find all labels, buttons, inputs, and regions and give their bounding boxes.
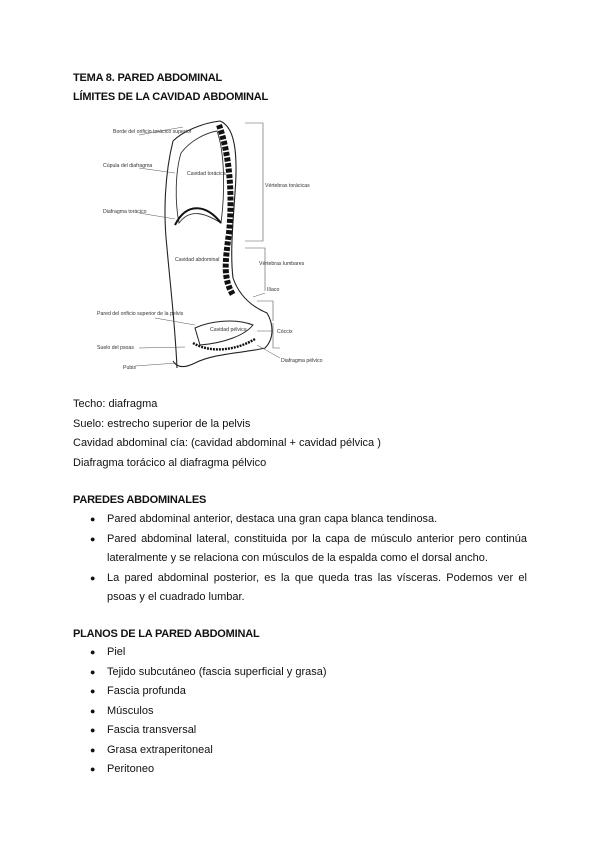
bullet-icon: ● xyxy=(90,666,96,677)
limit-roof: Techo: diafragma xyxy=(73,398,158,410)
figure-label-psoas-floor: Suelo del psoas xyxy=(97,345,134,351)
figure-label-pelvic-diaphragm: Diafragma pélvico xyxy=(281,358,323,364)
figure-label-pubis: Pubis xyxy=(123,365,136,371)
limit-diaphragms: Diafragma torácico al diafragma pélvico xyxy=(73,457,267,469)
bullet-icon: ● xyxy=(90,725,96,735)
bullet-icon: ● xyxy=(90,744,96,755)
figure-label-thoracic-vertebrae: Vértebras torácicas xyxy=(265,183,310,189)
list-item: ● Grasa extraperitoneal xyxy=(0,741,527,761)
bullet-icon: ● xyxy=(90,686,96,696)
planes-list xyxy=(0,643,527,780)
section-title-limits: LÍMITES DE LA CAVIDAD ABDOMINAL xyxy=(73,91,269,103)
list-item: ● Fascia profunda xyxy=(0,682,527,702)
limit-cavity: Cavidad abdominal cía: (cavidad abdominal + cavidad pélvica ) xyxy=(73,437,381,449)
abdominal-cavity-figure xyxy=(95,113,325,383)
list-item: ● Tejido subcutáneo (fascia superficial y grasa) xyxy=(0,663,527,683)
document-title: TEMA 8. PARED ABDOMINAL xyxy=(73,72,222,84)
thoracic-vertebrae-bracket xyxy=(245,123,263,241)
bullet-icon: ● xyxy=(90,647,96,657)
list-item: ● Peritoneo xyxy=(0,760,527,780)
figure-label-iliac: Ilíaco xyxy=(267,287,280,293)
list-item: ● Pared abdominal lateral, constituida por la capa de músculo anterior pero continúa lateralmente y se relaciona con músculos de la espalda como el dorsal ancho. xyxy=(0,530,527,569)
figure-label-diaphragm-dome: Cúpula del diafragma xyxy=(103,163,153,169)
list-item: ● Piel xyxy=(0,643,527,663)
pelvic-bracket xyxy=(273,323,280,348)
bullet-icon: ● xyxy=(90,705,96,716)
bullet-icon: ● xyxy=(90,764,96,774)
vertebrae-segments xyxy=(219,125,233,295)
figure-label-pelvic-inlet: Pared del orificio superior de la pelvis xyxy=(97,311,184,317)
figure-label-abdominal-cavity: Cavidad abdominal xyxy=(175,257,220,263)
limit-floor: Suelo: estrecho superior de la pelvis xyxy=(73,418,251,430)
figure-label-lumbar-vertebrae: Vértebras lumbares xyxy=(259,261,305,267)
vertebral-column xyxy=(219,125,233,295)
figure-label-coccyx: Cóccix xyxy=(277,329,293,335)
iliac-bracket xyxy=(257,301,273,321)
list-item: ● La pared abdominal posterior, es la que queda tras las vísceras. Podemos ver el psoas y el cuadrado lumbar. xyxy=(0,569,527,608)
figure-label-thoracic-cavity: Cavidad torácica xyxy=(187,171,226,177)
leader-lines xyxy=(135,127,280,366)
lumbar-vertebrae-bracket xyxy=(245,248,265,291)
abdominal-cavity-drawing xyxy=(95,113,325,383)
anterior-wall-line xyxy=(165,141,177,368)
section-title-planes: PLANOS DE LA PARED ABDOMINAL xyxy=(73,628,260,640)
pelvic-cavity-outline xyxy=(195,321,253,345)
diaphragm-curve xyxy=(175,208,221,225)
bullet-icon: ● xyxy=(90,514,96,524)
figure-label-thoracic-outlet: Borde del orificio torácico superior xyxy=(113,129,192,135)
list-item: ● Pared abdominal anterior, destaca una gran capa blanca tendinosa. xyxy=(0,510,527,530)
figure-label-thoracic-diaphragm: Diafragma torácico xyxy=(103,209,147,215)
list-item: ● Músculos xyxy=(0,702,527,722)
list-item: ● Fascia transversal xyxy=(0,721,527,741)
bullet-icon: ● xyxy=(90,533,96,544)
walls-list xyxy=(0,510,527,608)
bullet-icon: ● xyxy=(90,572,96,583)
section-title-walls: PAREDES ABDOMINALES xyxy=(73,494,207,506)
figure-label-pelvic-cavity: Cavidad pélvica xyxy=(210,327,247,333)
